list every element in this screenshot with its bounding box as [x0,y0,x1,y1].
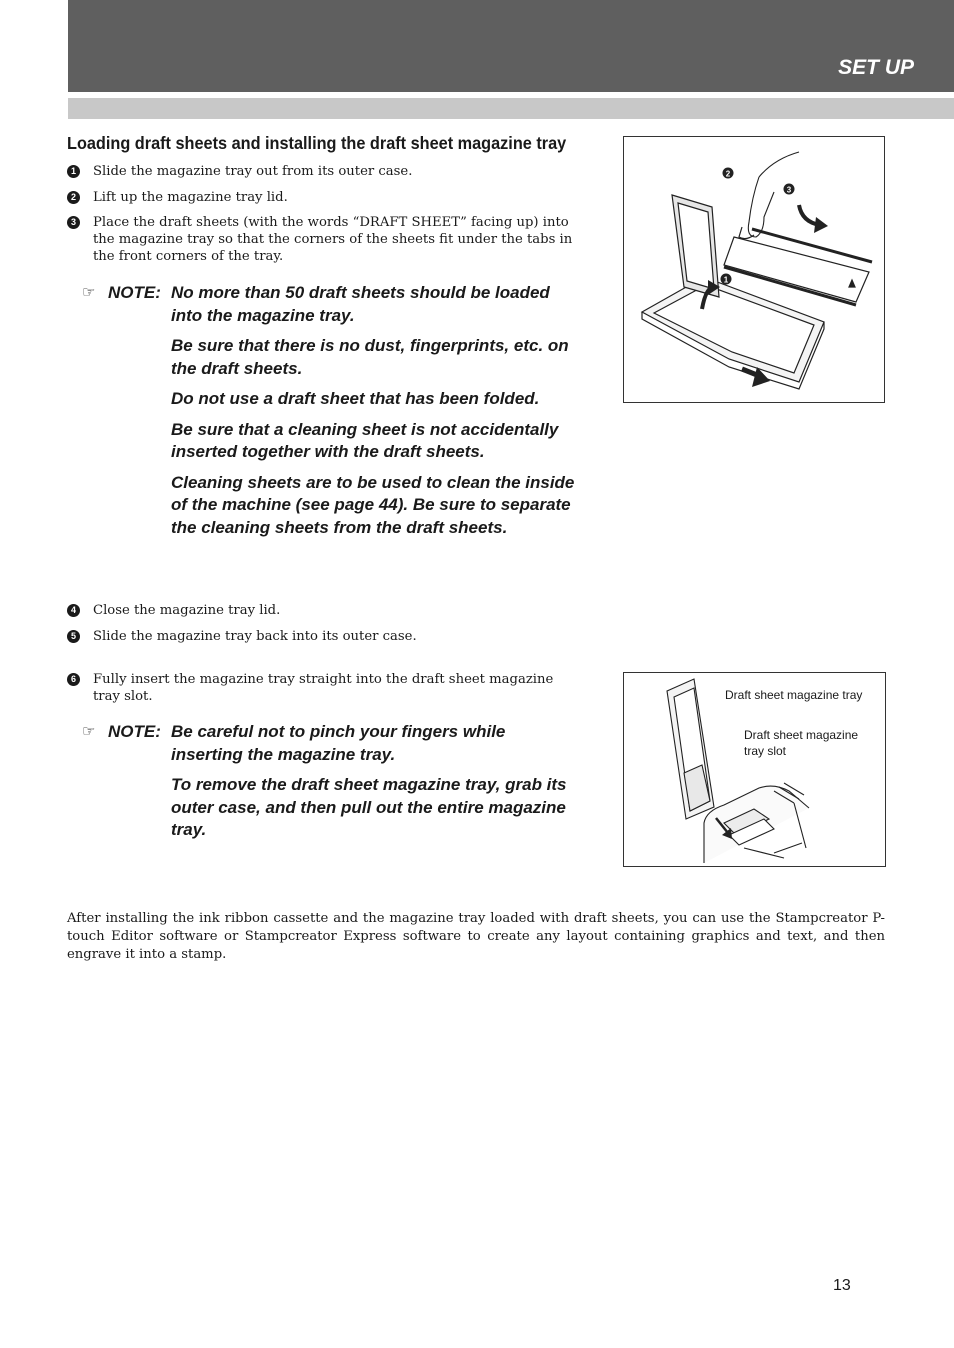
note-block-2 [82,721,577,842]
step-text: Slide the magazine tray out from its outer case. [93,164,413,179]
step-text: Place the draft sheets (with the words “DRAFT SHEET” facing up) into the magazine tray so that the corners of the sheets fit under the tabs in the front corners of the tray. [93,215,573,264]
step-2 [67,189,577,206]
step-number: 1 [67,165,80,178]
note-paragraph: To remove the draft sheet magazine tray, grab its outer case, and then pull out the entire magazine tray. [171,775,567,839]
magazine-tray-illustration [624,137,884,402]
note-head [82,721,577,766]
header-bar [68,0,954,92]
label-draft-sheet-magazine-tray-slot: Draft sheet magazine tray slot [744,728,859,758]
step-1 [67,163,577,180]
step-text: Lift up the magazine tray lid. [93,190,288,205]
note-paragraph: Be sure that there is no dust, fingerprints, etc. on the draft sheets. [171,336,569,378]
svg-text:2: 2 [725,169,731,179]
note-paragraph: No more than 50 draft sheets should be loaded into the magazine tray. [171,283,550,325]
step-number: 3 [67,216,80,229]
pointing-hand-icon: ☞ [82,284,96,301]
callout-3 [784,184,795,195]
callout-1 [721,274,732,285]
pointing-hand-icon: ☞ [82,723,96,740]
step-3 [67,214,577,265]
note-paragraph: Cleaning sheets are to be used to clean the inside of the machine (see page 44). Be sure to separate the cleaning sheets from the draft sheets. [171,472,575,537]
note-block-1 [82,282,577,539]
step-text: Close the magazine tray lid. [93,603,281,618]
note-label: NOTE: [108,283,161,302]
section-title: SET UP [838,56,914,79]
step-number: 2 [67,191,80,204]
step-text: Fully insert the magazine tray straight into the draft sheet magazine tray slot. [93,672,554,704]
step-text: Slide the magazine tray back into its outer case. [93,629,417,644]
step-number: 4 [67,604,80,617]
step-4 [67,602,577,619]
note-paragraph: Be careful not to pinch your fingers while inserting the magazine tray. [171,722,506,764]
label-draft-sheet-magazine-tray: Draft sheet magazine tray [725,688,863,702]
page-heading: Loading draft sheets and installing the draft sheet magazine tray [67,133,567,153]
note-head [82,282,577,327]
note-paragraph: Be sure that a cleaning sheet is not accidentally inserted together with the draft sheets. [171,419,559,461]
closing-paragraph: After installing the ink ribbon cassette and the magazine tray loaded with draft sheets, you can use the Stampcreator P-touch Editor software or Stampcreator Express software to create any layout containing graphics and text, and then engrave it into a stamp. [67,911,885,962]
step-6 [67,671,577,705]
step-number: 5 [67,630,80,643]
figure-magazine-tray [623,136,885,403]
svg-text:3: 3 [786,185,792,195]
page-number: 13 [833,1277,851,1294]
svg-text:1: 1 [723,275,729,285]
note-paragraph: Do not use a draft sheet that has been folded. [171,389,540,408]
step-number: 6 [67,673,80,686]
note-label: NOTE: [108,722,161,741]
step-5 [67,628,577,645]
figure-tray-insertion [623,672,886,867]
header-subbar [68,98,954,119]
callout-2 [723,168,734,179]
